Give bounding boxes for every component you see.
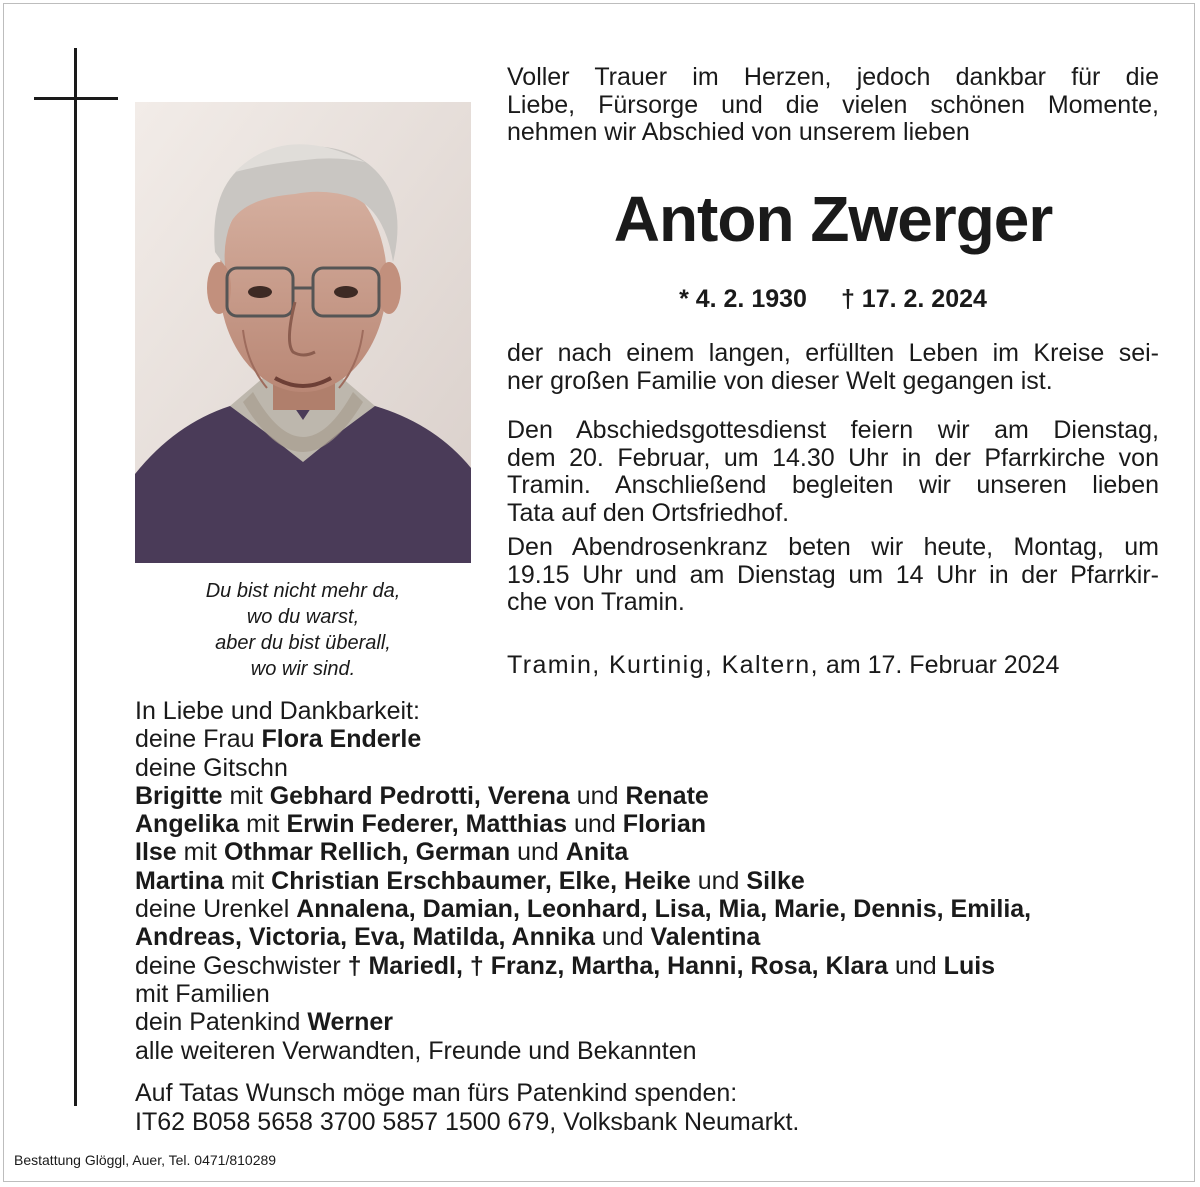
place-and-date: [507, 650, 1159, 680]
mourners-intro: In Liebe und Dankbarkeit:: [135, 697, 420, 725]
others-line: alle weiteren Verwandten, Freunde und Bekannten: [135, 1036, 697, 1065]
connector: mit: [183, 838, 217, 867]
siblings-suffix: mit Familien: [135, 979, 270, 1008]
connector: und: [574, 810, 616, 839]
death-date: † 17. 2. 2024: [840, 285, 987, 313]
godchild-name: Werner: [307, 1008, 394, 1037]
siblings-line: [135, 952, 1165, 980]
godchild-line: [135, 1008, 1165, 1036]
paragraph-line: Tata auf den Ortsfriedhof.: [507, 498, 790, 527]
funeral-home-footer: Bestattung Glöggl, Auer, Tel. 0471/810289: [14, 1152, 277, 1168]
child-family: Erwin Federer, Matthias: [286, 810, 568, 839]
cross-icon-horizontal: [34, 97, 118, 100]
connector: mit: [229, 781, 263, 810]
connector: und: [601, 923, 644, 952]
children-heading: deine Gitschn: [135, 753, 288, 782]
places: Tramin, Kurtinig, Kaltern,: [507, 651, 819, 679]
verse-line: aber du bist überall,: [215, 632, 391, 654]
child-line: [135, 838, 1165, 866]
donation-request: [135, 1079, 1135, 1136]
deceased-name: Anton Zwerger: [613, 183, 1053, 255]
intro-line: nehmen wir Abschied von unserem lieben: [507, 118, 970, 146]
funeral-service-paragraph: [507, 417, 1159, 527]
child-family-last: Silke: [746, 866, 805, 895]
great-grandchildren-prefix: deine Urenkel: [135, 895, 290, 924]
paragraph-line: 19.15 Uhr und am Dienstag um 14 Uhr in der Pfarrkir-: [507, 560, 1159, 589]
child-line: [135, 810, 1165, 838]
birth-date: * 4. 2. 1930: [679, 285, 807, 313]
paragraph-line: Tramin. Anschließend begleiten wir unseren lieben: [507, 471, 1159, 499]
paragraph-line: ner großen Familie von dieser Welt gegangen ist.: [507, 366, 1053, 395]
great-grandchildren-names: Annalena, Damian, Leonhard, Lisa, Mia, Marie, Dennis, Emilia,: [296, 895, 1032, 924]
connector: und: [697, 866, 740, 895]
verse-line: wo du warst,: [246, 606, 360, 628]
child-line: [135, 782, 1165, 810]
great-grandchildren-last: Valentina: [650, 923, 761, 952]
child-family-last: Anita: [565, 838, 629, 867]
child-family: Gebhard Pedrotti, Verena: [269, 781, 570, 810]
godchild-prefix: dein Patenkind: [135, 1008, 301, 1037]
siblings-prefix: deine Geschwister: [135, 951, 341, 980]
child-name: Martina: [135, 866, 224, 895]
child-family: Othmar Rellich, German: [223, 838, 511, 867]
verse-line: wo wir sind.: [250, 658, 356, 680]
wife-line: [135, 725, 1165, 753]
paragraph-line: der nach einem langen, erfüllten Leben im Kreise sei-: [507, 339, 1159, 367]
wife-prefix: deine Frau: [135, 725, 255, 754]
child-name: Angelika: [135, 810, 240, 839]
connector: mit: [246, 810, 280, 839]
intro-line: Liebe, Fürsorge und die vielen schönen Momente,: [507, 90, 1159, 119]
child-name: Brigitte: [135, 781, 223, 810]
child-family-last: Florian: [622, 810, 707, 839]
memorial-verse: [135, 578, 471, 682]
wife-name: Flora Enderle: [261, 725, 422, 754]
great-grandchildren-line: [135, 923, 1165, 951]
portrait-photo: [135, 102, 471, 563]
mourners-list: [135, 697, 1165, 1065]
intro-text: [507, 64, 1159, 147]
connector: mit: [230, 866, 265, 895]
child-name: Ilse: [135, 838, 177, 867]
siblings-last: Luis: [943, 951, 996, 980]
donation-line: Auf Tatas Wunsch möge man fürs Patenkind spenden:: [135, 1079, 738, 1107]
rosary-paragraph: [507, 534, 1159, 617]
passing-paragraph: [507, 340, 1159, 395]
donation-iban: IT62 B058 5658 3700 5857 1500 679, Volksbank Neumarkt.: [135, 1107, 800, 1136]
notice-date: am 17. Februar 2024: [825, 651, 1060, 679]
verse-line: Du bist nicht mehr da,: [205, 580, 401, 602]
paragraph-line: che von Tramin.: [507, 588, 685, 616]
great-grandchildren-names: Andreas, Victoria, Eva, Matilda, Annika: [135, 923, 595, 952]
connector: und: [517, 838, 559, 867]
cross-icon-vertical: [74, 48, 77, 1106]
child-family: Christian Erschbaumer, Elke, Heike: [271, 866, 691, 895]
connector: und: [895, 951, 937, 980]
intro-line: Voller Trauer im Herzen, jedoch dankbar für die: [507, 63, 1159, 91]
paragraph-line: Den Abendrosenkranz beten wir heute, Montag, um: [507, 533, 1159, 561]
siblings-names: † Mariedl, † Franz, Martha, Hanni, Rosa, Klara: [347, 951, 889, 980]
connector: und: [576, 781, 619, 810]
great-grandchildren-line: [135, 895, 1165, 923]
child-line: [135, 867, 1165, 895]
paragraph-line: dem 20. Februar, um 14.30 Uhr in der Pfarrkirche von: [507, 443, 1159, 472]
life-dates: [507, 284, 1159, 314]
child-family-last: Renate: [625, 781, 709, 810]
paragraph-line: Den Abschiedsgottesdienst feiern wir am Dienstag,: [507, 416, 1159, 444]
